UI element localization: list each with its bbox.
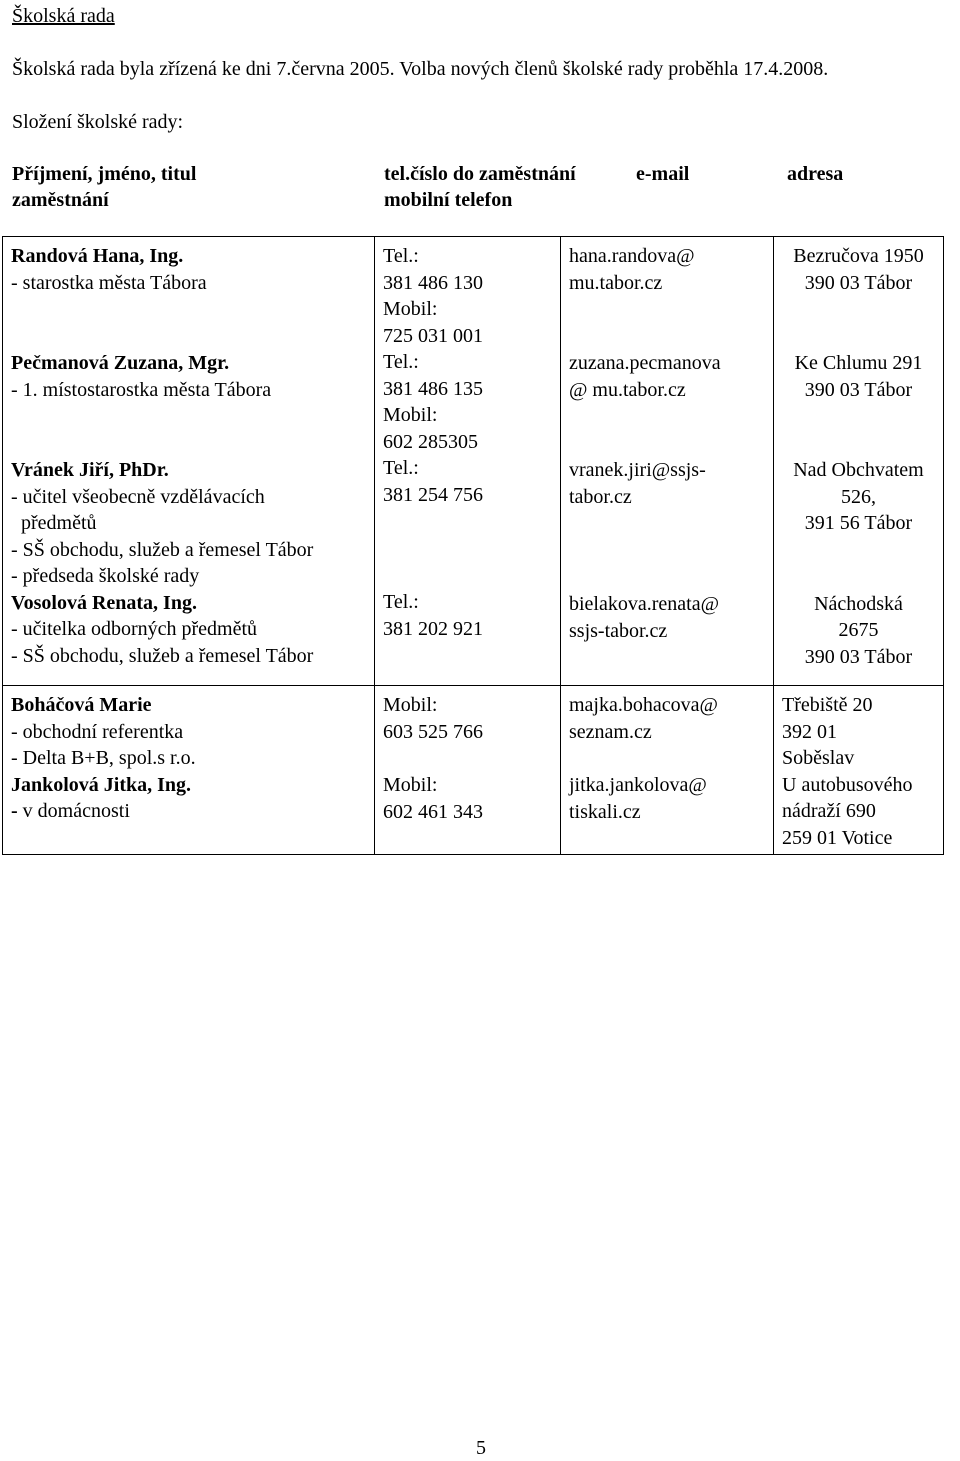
address-line: 390 03 Tábor (804, 271, 913, 294)
tel-label: Tel.: (383, 351, 419, 373)
mobile-label: Mobil: (383, 774, 438, 796)
member-name: Vosolová Renata, Ing. (11, 591, 197, 614)
member-name: Pečmanová Zuzana, Mgr. (11, 352, 230, 374)
phones-cell (375, 237, 561, 686)
page-number: 5 (476, 1437, 486, 1459)
tel-label: Tel.: (383, 245, 419, 267)
member-role: - starostka města Tábora (11, 271, 207, 294)
members-table (2, 236, 944, 855)
address-line: Bezručova 1950 (793, 245, 924, 267)
address-line: 259 01 Votice (782, 826, 893, 849)
email-line: vranek.jiri@ssjs- (569, 459, 706, 481)
member-role: - v domácnosti (11, 800, 130, 822)
email-line: zuzana.pecmanova (569, 352, 721, 374)
address-line: Soběslav (782, 747, 855, 769)
address-line: 391 56 Tábor (804, 512, 913, 534)
mobile-label: Mobil: (383, 694, 438, 716)
member-role: - SŠ obchodu, služeb a řemesel Tábor (11, 538, 314, 561)
intro-paragraph: Školská rada byla zřízená ke dni 7.června 2005. Volba nových členů školské rady proběhla 17.4.2008. (12, 58, 829, 80)
address-line: 392 01 (782, 720, 837, 743)
address-line: Ke Chlumu 291 (794, 352, 923, 374)
member-role: - předseda školské rady (11, 565, 200, 587)
header-name: Příjmení, jméno, titul (12, 163, 197, 185)
tel-number: 381 486 135 (383, 377, 483, 400)
mobile-number: 602 285305 (383, 430, 478, 453)
member-role: - učitelka odborných předmětů (11, 618, 258, 640)
email-line: hana.randova@ (569, 245, 695, 267)
member-name: Randová Hana, Ing. (11, 245, 184, 267)
email-line: seznam.cz (569, 720, 652, 743)
addresses-cell (774, 237, 944, 686)
email-line: @ mu.tabor.cz (569, 378, 686, 401)
names-cell (3, 686, 375, 855)
tel-label: Tel.: (383, 457, 419, 479)
email-line: mu.tabor.cz (569, 271, 663, 294)
email-line: tiskali.cz (569, 800, 641, 823)
address-line: 526, (841, 485, 876, 508)
emails-cell (561, 237, 774, 686)
page-title: Školská rada (12, 5, 115, 27)
header-address: adresa (787, 163, 844, 185)
table-row (3, 686, 944, 855)
member-name: Jankolová Jitka, Ing. (11, 773, 192, 796)
tel-label: Tel.: (383, 591, 419, 613)
tel-number: 381 486 130 (383, 271, 483, 294)
member-name: Vránek Jiří, PhDr. (11, 459, 169, 481)
address-line: Třebiště 20 (782, 694, 873, 716)
tel-number: 381 254 756 (383, 483, 483, 506)
mobile-number: 602 461 343 (383, 800, 483, 823)
tel-number: 381 202 921 (383, 617, 483, 640)
address-line: 390 03 Tábor (804, 378, 913, 401)
address-line: nádraží 690 (782, 800, 876, 822)
table-row (3, 237, 944, 686)
member-role: - obchodní referentka (11, 720, 184, 743)
address-line: 2675 (838, 619, 879, 641)
email-line: tabor.cz (569, 485, 632, 508)
mobile-number: 725 031 001 (383, 324, 483, 347)
email-line: majka.bohacova@ (569, 694, 718, 716)
member-name: Boháčová Marie (11, 694, 152, 716)
names-cell (3, 237, 375, 686)
member-role: - 1. místostarostka města Tábora (11, 378, 272, 401)
mobile-label: Mobil: (383, 298, 438, 320)
header-phone: tel.číslo do zaměstnání (384, 163, 576, 185)
emails-cell (561, 686, 774, 855)
header-employment: zaměstnání (12, 189, 109, 211)
header-email: e-mail (636, 163, 690, 185)
composition-label: Složení školské rady: (12, 111, 184, 133)
member-role: - učitel všeobecně vzdělávacích (11, 485, 265, 508)
email-line: jitka.jankolova@ (569, 774, 707, 796)
member-role: předmětů (21, 512, 97, 534)
member-role: - SŠ obchodu, služeb a řemesel Tábor (11, 644, 314, 667)
email-line: bielakova.renata@ (569, 593, 720, 615)
address-line: U autobusového (782, 773, 913, 796)
address-line: Nad Obchvatem (793, 459, 924, 481)
mobile-number: 603 525 766 (383, 720, 483, 743)
address-line: 390 03 Tábor (804, 645, 913, 668)
phones-cell (375, 686, 561, 855)
address-line: Náchodská (814, 592, 903, 615)
mobile-label: Mobil: (383, 404, 438, 426)
addresses-cell (774, 686, 944, 855)
header-mobile: mobilní telefon (384, 189, 513, 211)
member-role: - Delta B+B, spol.s r.o. (11, 747, 196, 769)
email-line: ssjs-tabor.cz (569, 619, 668, 642)
